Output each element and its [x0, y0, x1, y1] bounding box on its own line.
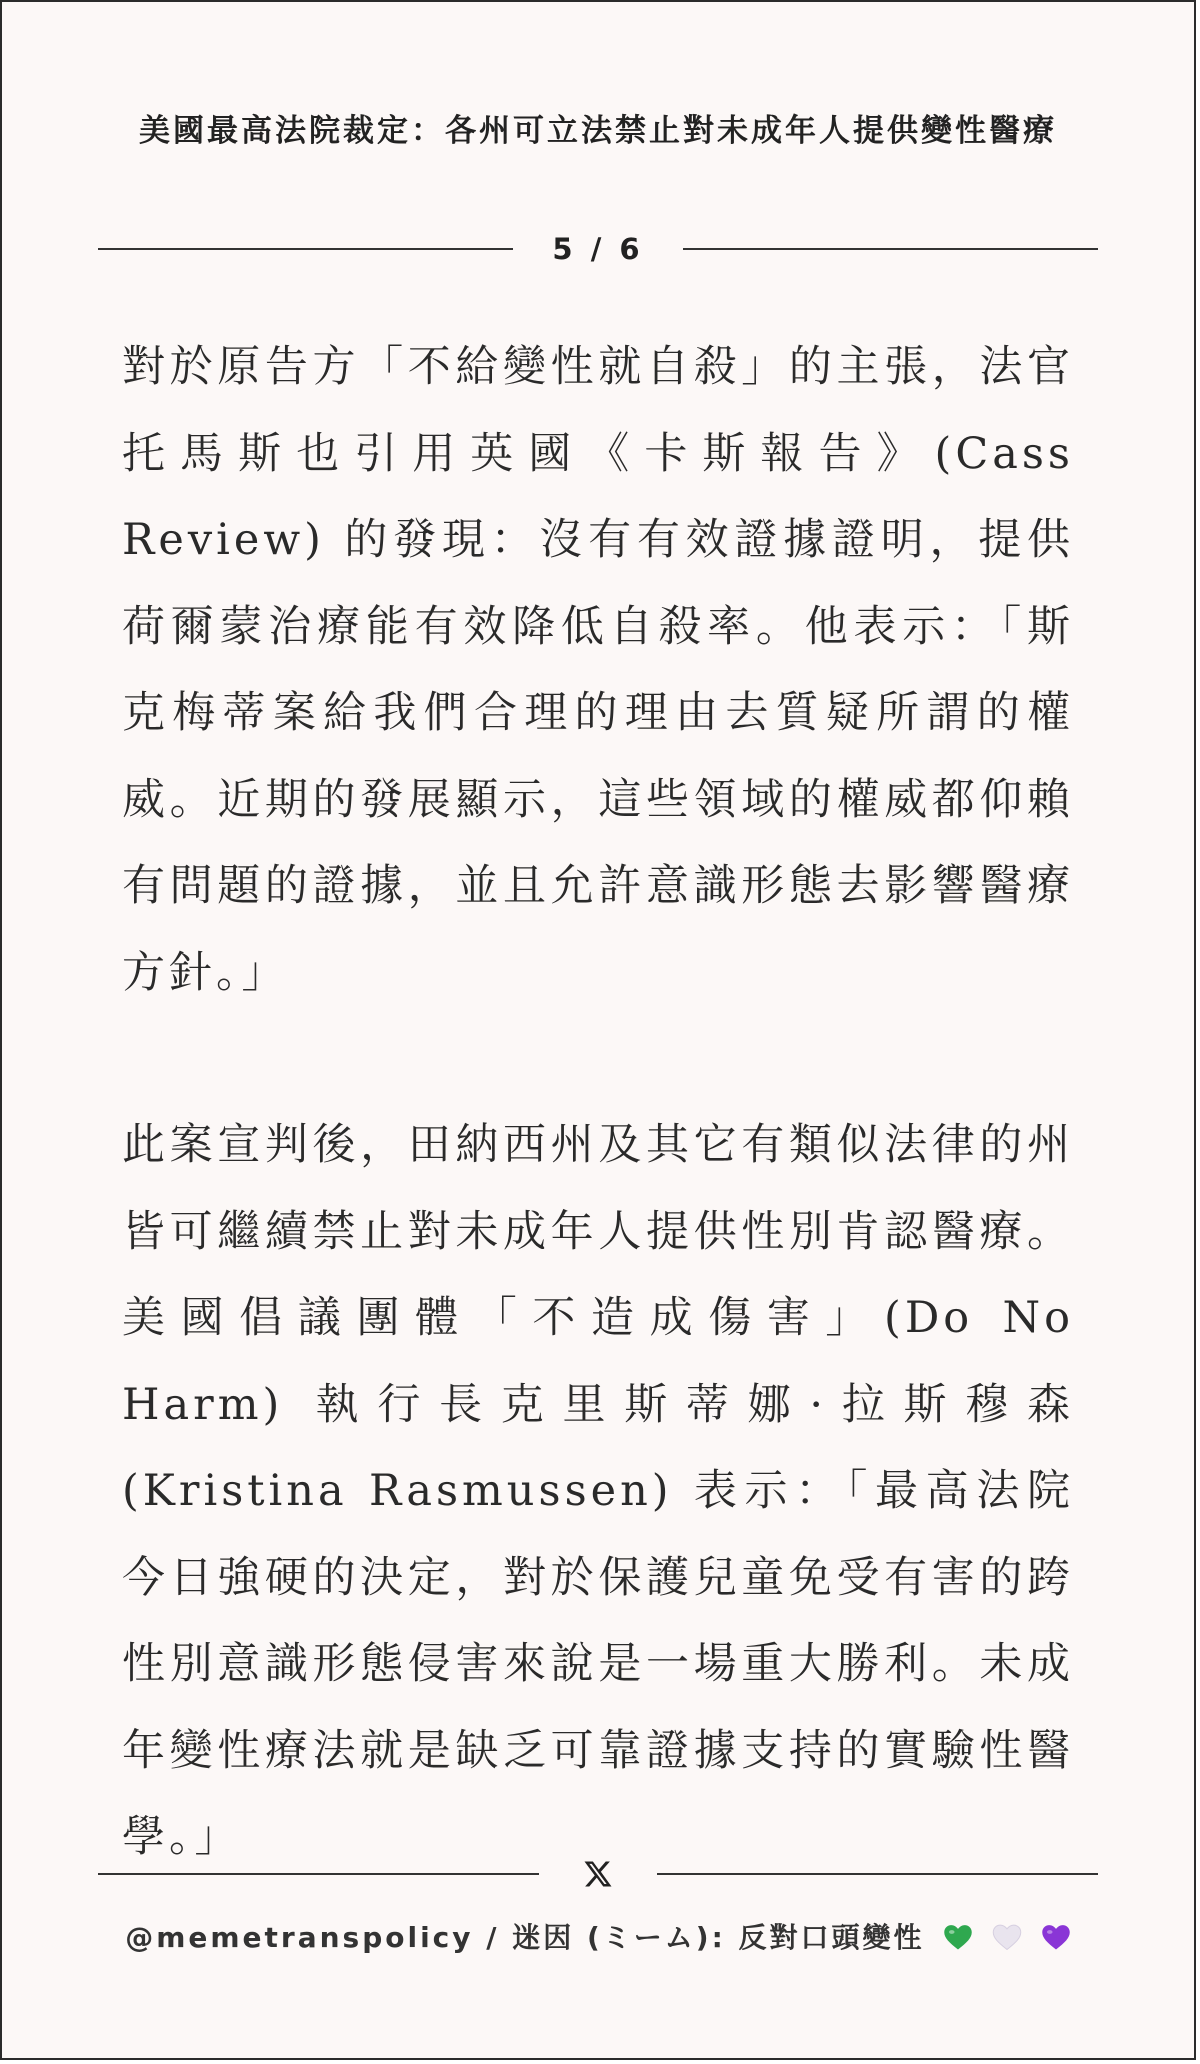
divider-line-right [657, 1873, 1098, 1875]
divider-line-right [683, 248, 1098, 250]
page-counter: 5 / 6 [552, 232, 644, 266]
account-handle[interactable]: @memetranspolicy / 迷因 (ミーム): 反對口頭變性 [125, 1921, 925, 1954]
header-divider [98, 229, 1098, 269]
footer-divider [98, 1854, 1098, 1894]
white-heart-icon [992, 1923, 1022, 1951]
paragraph-1: 對於原告方「不給變性就自殺」的主張，法官托馬斯也引用英國《卡斯報告》(Cass Review) 的發現：沒有有效證據證明，提供荷爾蒙治療能有效降低自殺率。他表示：「斯克梅蒂案給我們合理的理由去質疑所謂的權威。近期的發展顯示，這些領域的權威都仰賴有問題的證據，並且允許意識形態去影響醫療方針。」 [122, 342, 1074, 998]
x-logo-icon[interactable] [539, 1859, 657, 1889]
paragraph-2: 此案宣判後，田納西州及其它有類似法律的州皆可繼續禁止對未成年人提供性別肯認醫療。美國倡議團體「不造成傷害」(Do No Harm) 執行長克里斯蒂娜·拉斯穆森 (Kristina Rasmussen) 表示：「最高法院今日強硬的決定，對於保護兒童免受有害的跨性別意識形態侵害來說是一場重大勝利。未成年變性療法就是缺乏可靠證據支持的實驗性醫學。」 [122, 1120, 1074, 1862]
footer-attribution [82, 1916, 1114, 1956]
purple-heart-icon [1041, 1923, 1071, 1951]
divider-line-left [98, 248, 513, 250]
article-body [122, 324, 1074, 1881]
green-heart-icon [943, 1923, 973, 1951]
divider-line-left [98, 1873, 539, 1875]
page-title: 美國最高法院裁定：各州可立法禁止對未成年人提供變性醫療 [139, 113, 1057, 149]
